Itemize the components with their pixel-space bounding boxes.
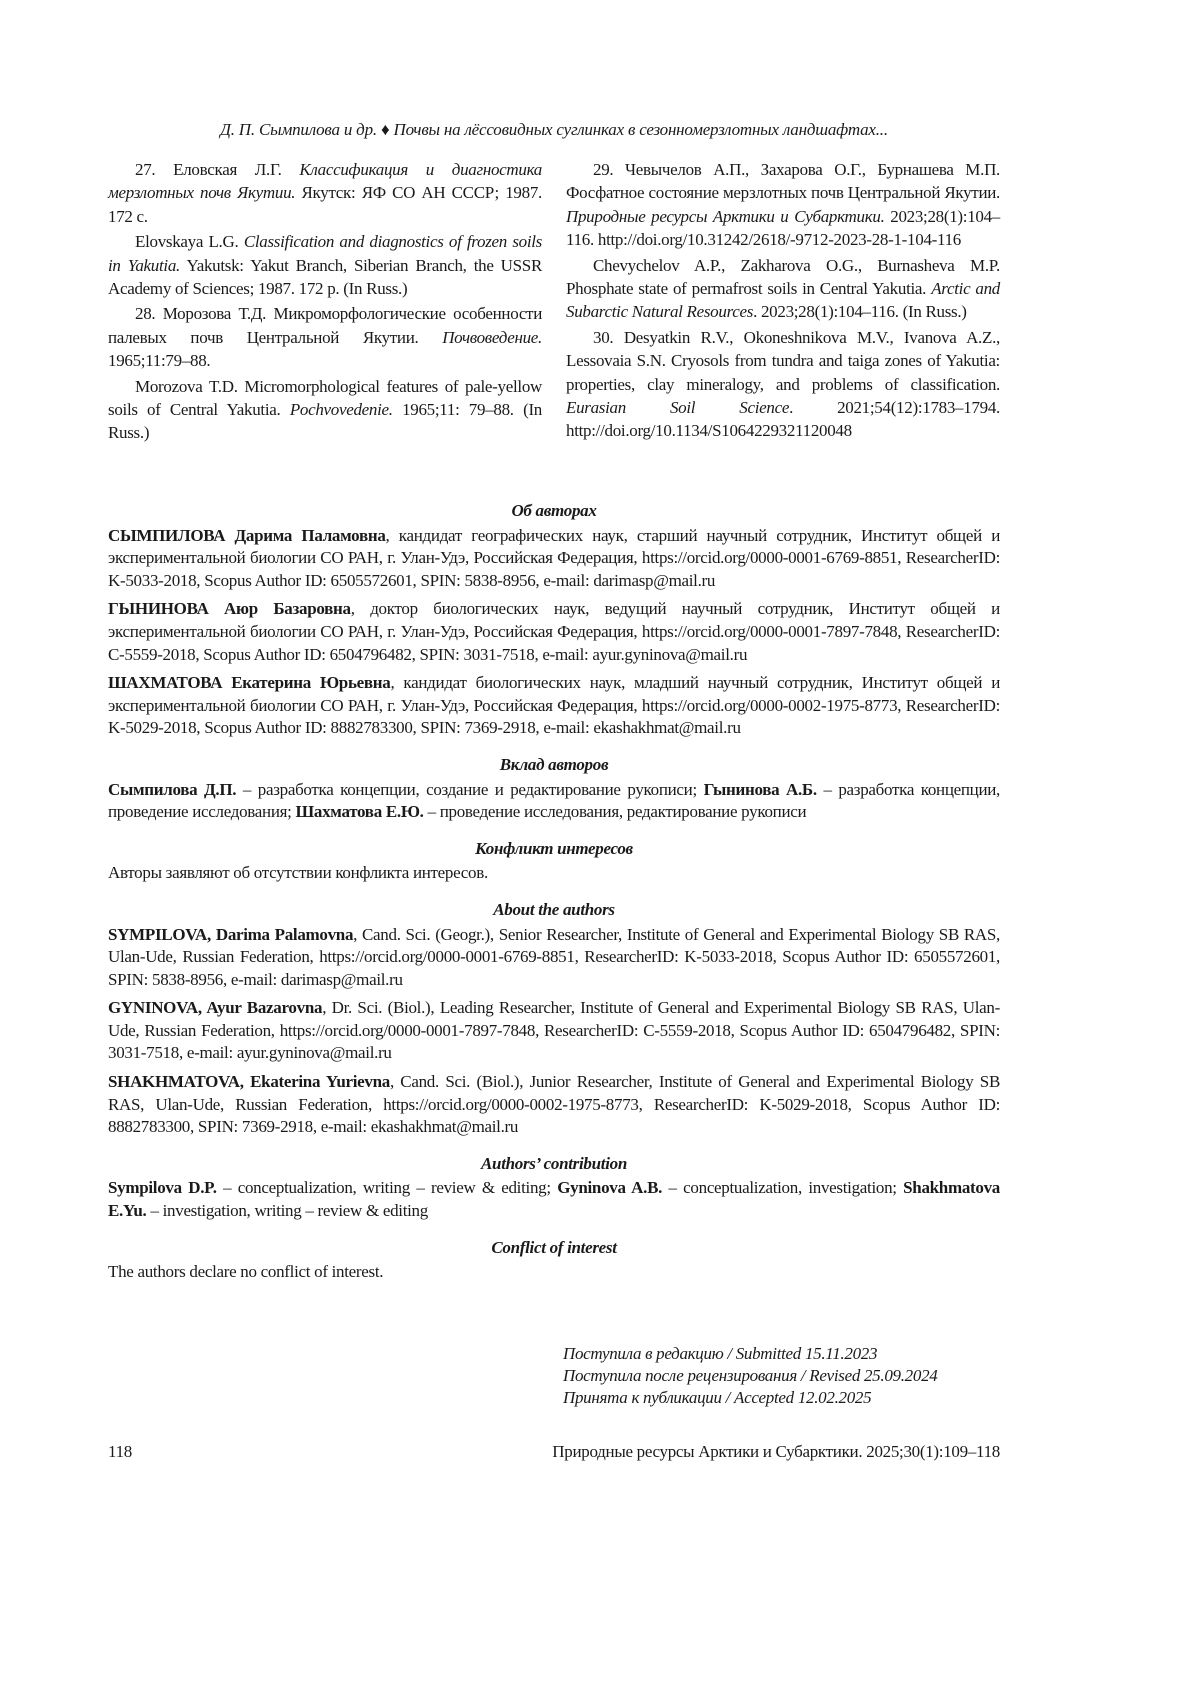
section-title: Об авторах: [511, 501, 597, 520]
section-title: Conflict of interest: [491, 1237, 617, 1257]
text-run: Yakutsk: Yakut Branch, Siberian Branch, the USSR Academy of Sciences; 1987. 172 p. (In Russ.): [108, 255, 542, 299]
text-run: – проведение исследования, редактирование рукописи: [423, 802, 807, 822]
text-run: 28. Морозова Т.Д. Микроморфологические особенности палевых почв Центральной Якутии.: [108, 304, 542, 347]
text-run: Авторы заявляют об отсутствии конфликта интересов.: [108, 863, 488, 883]
accepted-date: Принята к публикации / Accepted 12.02.2025: [563, 1388, 872, 1407]
revised-date: Поступила после рецензирования / Revised 25.09.2024: [563, 1366, 938, 1385]
section-paragraph: [108, 1177, 1000, 1222]
italic-text: Arctic and Subarctic Natural Resources: [566, 279, 1000, 322]
section-paragraph: [108, 1261, 1000, 1284]
text-run: 1965;11:79–88.: [108, 351, 211, 371]
text-run: – разработка концепции, создание и редактирование рукописи;: [236, 779, 704, 799]
section: [108, 899, 1000, 1139]
section-paragraph: [108, 672, 1000, 740]
text-run: 2023;28(1):104–116. http://doi.org/10.31242/2618/-9712-2023-28-1-104-116: [566, 206, 1001, 250]
bold-text: GYNINOVA, Ayur Bazarovna: [108, 998, 323, 1018]
bold-text: СЫМПИЛОВА Дарима Паламовна: [108, 525, 386, 545]
submitted-date: Поступила в редакцию / Submitted 15.11.2023: [563, 1344, 878, 1363]
text-run: 30. Desyatkin R.V., Okoneshnikova M.V., Ivanova A.Z., Lessovaia S.N. Cryosols from tundra and taiga zones of Yakutia: properties, clay mineralogy, and problems of classification.: [566, 327, 1000, 394]
reference-entry: [566, 158, 1000, 252]
page-footer: [108, 1442, 1000, 1462]
section: [108, 754, 1000, 824]
reference-entry: [566, 326, 1000, 443]
bold-text: ШАХМАТОВА Екатерина Юрьевна: [108, 673, 391, 693]
section-title: Вклад авторов: [499, 754, 609, 774]
text-run: , доктор биологических наук, ведущий научный сотрудник, Институт общей и экспериментальной биологии СО РАН, г. Улан-Удэ, Российская Федерация, https://orcid.org/0000-0001-7897-7848, ResearcherID: C-5559-2018, Scopus Author ID: 6504796482, SPIN: 3031-7518, e-mail: ayur.gyninova@mail.ru: [108, 599, 1000, 664]
section-paragraph: [108, 997, 1000, 1065]
references: [108, 158, 1000, 447]
section-title: Authors’ contribution: [481, 1153, 627, 1173]
bold-text: Sympilova D.P.: [108, 1178, 217, 1198]
bold-text: SYMPILOVA, Darima Palamovna: [108, 924, 354, 944]
text-run: – разработка концепции, проведение исследования;: [108, 779, 1001, 822]
text-run: 1965;11: 79–88. (In Russ.): [108, 400, 543, 443]
bold-text: Shakhmatova E.Yu.: [108, 1178, 1000, 1221]
text-run: 27. Еловская Л.Г.: [135, 160, 300, 179]
running-header: Д. П. Сымпилова и др. ♦ Почвы на лёссовидных суглинках в сезонномерзлотных ландшафтах...: [220, 120, 888, 139]
bold-text: Сымпилова Д.П.: [108, 779, 237, 799]
section-title: About the authors: [493, 899, 615, 919]
journal-citation: Природные ресурсы Арктики и Субарктики. 2025;30(1):109–118: [552, 1442, 1000, 1461]
references-left-column: [108, 158, 542, 447]
text-run: Morozova T.D. Micromorphological features of pale-yellow soils of Central Yakutia.: [108, 376, 542, 420]
bold-text: SHAKHMATOVA, Ekaterina Yurievna: [108, 1072, 390, 1092]
text-run: , Cand. Sci. (Biol.), Junior Researcher, Institute of General and Experimental Biology SB RAS, Ulan-Ude, Russian Federation, https://orcid.org/0000-0002-1975-8773, ResearcherID: K-5029-2018, Scopus Author ID: 8882783300, SPIN: 7369-2918, e-mail: ekashakhmat@mail.ru: [108, 1072, 1000, 1137]
author-info-sections: [108, 492, 1000, 1298]
section: [108, 1153, 1000, 1223]
section-title: Конфликт интересов: [475, 838, 633, 858]
submission-dates: [563, 1343, 937, 1409]
section-paragraph: [108, 862, 1000, 885]
bold-text: ГЫНИНОВА Аюр Базаровна: [108, 599, 351, 619]
references-right-column: [566, 158, 1000, 447]
reference-entry: [108, 158, 542, 228]
bold-text: Шахматова Е.Ю.: [295, 802, 424, 822]
text-run: The authors declare no conflict of interest.: [108, 1262, 384, 1282]
reference-entry: [566, 254, 1000, 324]
text-run: Chevychelov A.P., Zakharova O.G., Burnasheva M.P. Phosphate state of permafrost soils in Central Yakutia.: [566, 255, 1000, 299]
text-run: Elovskaya L.G.: [135, 232, 244, 252]
text-run: 29. Чевычелов А.П., Захарова О.Г., Бурнашева М.П. Фосфатное состояние мерзлотных почв Центральной Якутии.: [566, 160, 1000, 203]
reference-entry: [108, 302, 542, 372]
section-paragraph: [108, 598, 1000, 666]
italic-text: Природные ресурсы Арктики и Субарктики.: [566, 206, 885, 226]
italic-text: Pochvovedenie.: [289, 400, 393, 420]
italic-text: Почвоведение.: [442, 327, 542, 347]
text-run: . 2021;54(12):1783–1794. http://doi.org/10.1134/S1064229321120048: [566, 398, 1000, 441]
italic-text: Classification and diagnostics of frozen soils in Yakutia.: [108, 232, 542, 275]
section: [108, 500, 1000, 740]
section-paragraph: [108, 1071, 1000, 1139]
bold-text: Гынинова А.Б.: [703, 779, 817, 799]
text-run: , кандидат географических наук, старший научный сотрудник, Институт общей и экспериментальной биологии СО РАН, г. Улан-Удэ, Российская Федерация, https://orcid.org/0000-0001-6769-8851, ResearcherID: K-5033-2018, Scopus Author ID: 6505572601, SPIN: 5838-8956, e-mail: darimasp@mail.ru: [108, 525, 1000, 590]
text-run: Якутск: ЯФ СО АН СССР; 1987. 172 с.: [108, 183, 542, 226]
section-paragraph: [108, 779, 1000, 824]
text-run: , Dr. Sci. (Biol.), Leading Researcher, Institute of General and Experimental Biology SB RAS, Ulan-Ude, Russian Federation, https://orcid.org/0000-0001-7897-7848, ResearcherID: C-5559-2018, Scopus Author ID: 6504796482, SPIN: 3031-7518, e-mail: ayur.gyninova@mail.ru: [108, 998, 1000, 1063]
page-number: 118: [108, 1442, 132, 1461]
reference-entry: [108, 230, 542, 300]
text-run: . 2023;28(1):104–116. (In Russ.): [753, 302, 967, 322]
text-run: , кандидат биологических наук, младший научный сотрудник, Институт общей и экспериментальной биологии СО РАН, г. Улан-Удэ, Российская Федерация, https://orcid.org/0000-0002-1975-8773, ResearcherID: K-5029-2018, Scopus Author ID: 8882783300, SPIN: 7369-2918, e-mail: ekashakhmat@mail.ru: [108, 673, 1000, 738]
section-paragraph: [108, 525, 1000, 593]
bold-text: Gyninova A.B.: [557, 1178, 663, 1198]
text-run: – investigation, writing – review & editing: [146, 1201, 428, 1221]
section: [108, 1237, 1000, 1284]
italic-text: Классификация и диагностика мерзлотных почв Якутии.: [108, 160, 543, 203]
reference-entry: [108, 375, 542, 445]
text-run: – conceptualization, writing – review & editing;: [216, 1178, 558, 1198]
text-run: – conceptualization, investigation;: [662, 1178, 904, 1198]
section-paragraph: [108, 924, 1000, 992]
italic-text: Eurasian Soil Science: [566, 398, 790, 418]
section: [108, 838, 1000, 885]
text-run: , Cand. Sci. (Geogr.), Senior Researcher, Institute of General and Experimental Biology SB RAS, Ulan-Ude, Russian Federation, https://orcid.org/0000-0001-6769-8851, ResearcherID: K-5033-2018, Scopus Author ID: 6505572601, SPIN: 5838-8956, e-mail: darimasp@mail.ru: [108, 924, 1000, 989]
